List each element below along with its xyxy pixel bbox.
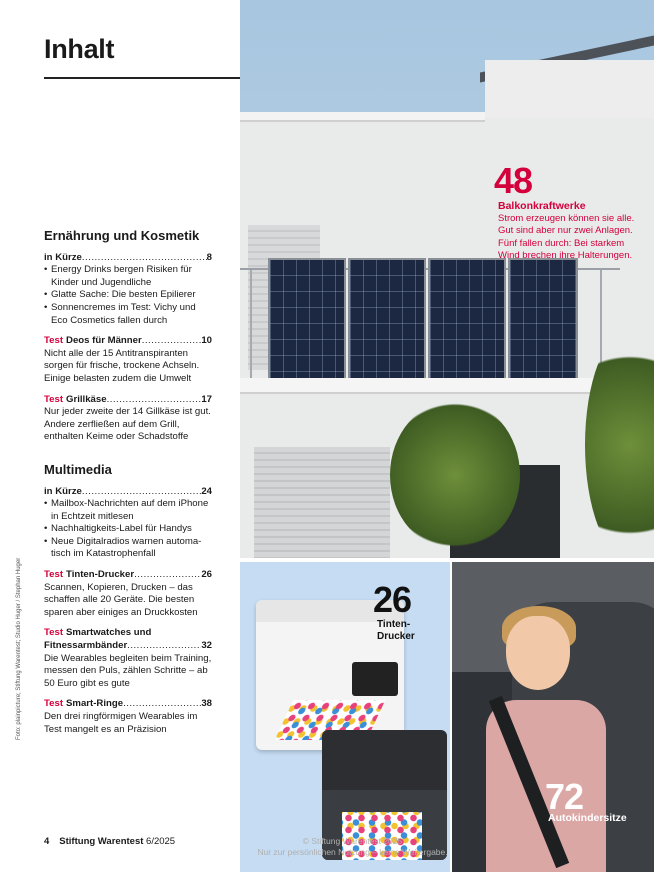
section-heading-nutrition: Ernährung und Kosmetik	[44, 228, 200, 243]
entry-title-line2: Fitnessarmbänder	[44, 640, 128, 652]
toc-entry-deos[interactable]	[44, 335, 212, 385]
window-shutter	[254, 447, 390, 558]
entry-page: 24	[201, 485, 212, 497]
bullet-item: • Neue Digitalradios warnen automa-tisch im Katastrophenfall	[44, 536, 212, 561]
entry-title: Grillkäse	[66, 393, 107, 405]
carseat-photo[interactable]	[452, 562, 654, 872]
printer-photo[interactable]	[240, 562, 450, 872]
entry-description: Nicht alle der 15 Antitranspiranten sorgen für frische, trockene Achseln. Einige belasten zudem die Umwelt	[44, 347, 200, 384]
entry-title: Tinten-Drucker	[66, 569, 135, 581]
toc-entry-kurz-nutrition[interactable]	[44, 252, 212, 328]
footer-issue: 6/2025	[146, 836, 176, 847]
watermark-line: © Stiftung Warentest 2025	[302, 836, 403, 846]
bullet-item: • Energy Drinks bergen Risiken für Kinder und Jugendliche	[44, 264, 212, 289]
entry-title: in Kürze	[44, 485, 82, 497]
entry-page: 17	[201, 393, 212, 405]
leader-dots	[123, 698, 201, 711]
solar-panel	[428, 258, 506, 383]
entry-description: Nur jeder zweite der 14 Gillkäse ist gut. Andere zerfließen auf dem Grill, enthalten Keime oder Schadstoffe	[44, 406, 211, 443]
leader-dots	[134, 569, 201, 582]
watermark-line: Nur zur persönlichen Nutzung – keine Weitergabe.	[257, 847, 448, 857]
feature-number-printer: 26	[373, 579, 412, 620]
feature-description-solar: Strom erzeugen können sie alle. Gut sind aber nur zwei Anlagen. Fünf fallen durch: Bei starkem Wind brechen ihre Halterungen.	[498, 213, 635, 261]
page-footer	[44, 836, 175, 847]
feature-label-carseat: Autokindersitze	[548, 812, 627, 824]
entry-title: in Kürze	[44, 251, 82, 263]
toc-entry-smart-ringe[interactable]	[44, 698, 212, 736]
entry-title: Smart-Ringe	[66, 698, 124, 710]
toc-entry-smartwatches[interactable]	[44, 627, 212, 690]
entry-page: 38	[201, 698, 212, 710]
section-heading-multimedia: Multimedia	[44, 461, 112, 477]
tree	[390, 400, 520, 550]
toc-entry-grillkaese[interactable]	[44, 394, 212, 444]
test-label: Test	[44, 335, 64, 347]
entry-title-line1: Smartwatches und	[66, 627, 152, 639]
toc-entry-tinten-drucker[interactable]	[44, 569, 212, 619]
bullet-item: • Glatte Sache: Die besten Epilierer	[44, 289, 212, 302]
test-label: Test	[44, 627, 64, 639]
solar-panel	[268, 258, 346, 383]
entry-page: 32	[201, 640, 212, 652]
balcony-solar-photo[interactable]	[240, 0, 654, 558]
page-number: 4	[44, 836, 50, 847]
entry-description: Scannen, Kopieren, Drucken – das schaffen alle 20 Geräte. Die besten sparen aber einiges an Druckkosten	[44, 581, 198, 618]
entry-title: Deos für Männer	[66, 335, 142, 347]
bullet-item: • Sonnencremes im Test: Vichy und Eco Cosmetics fallen durch	[44, 302, 212, 327]
child-face	[506, 616, 570, 690]
solar-panel	[508, 258, 578, 383]
test-label: Test	[44, 698, 64, 710]
entry-page: 26	[201, 569, 212, 581]
toc-entry-kurz-multimedia[interactable]	[44, 486, 212, 562]
copyright-watermark	[245, 836, 460, 858]
printer-screen	[352, 662, 398, 696]
leader-dots	[127, 640, 201, 653]
test-label: Test	[44, 569, 64, 581]
leader-dots	[82, 252, 207, 265]
test-label: Test	[44, 393, 64, 405]
feature-number-solar: 48	[494, 160, 533, 201]
leader-dots	[107, 394, 202, 407]
table-of-contents	[44, 230, 212, 744]
leader-dots	[142, 335, 202, 348]
entry-description: Den drei ringförmigen Wearables im Test mangelt es an Präzision	[44, 711, 198, 735]
entry-page: 10	[201, 335, 212, 347]
solar-panel	[348, 258, 426, 383]
feature-number-carseat: 72	[545, 776, 584, 817]
bullet-item: • Mailbox-Nachrichten auf dem iPhone in Echtzeit mitlesen	[44, 498, 212, 523]
bullet-item: • Nachhaltigkeits-Label für Handys	[44, 523, 212, 536]
feature-title-solar: Balkonkraftwerke	[498, 200, 586, 212]
photo-credit: Foto: plainpicture; Stiftung Warentest; Studio Huger / Stephan Huger	[16, 557, 22, 740]
page-title: Inhalt	[44, 34, 115, 64]
footer-brand: Stiftung Warentest	[59, 836, 144, 847]
roof-line	[240, 112, 485, 122]
entry-page: 8	[206, 251, 212, 263]
entry-description: Die Wearables begleiten beim Training, messen den Puls, zählen Schritte – ab 50 Euro gibt es gute	[44, 652, 212, 689]
leader-dots	[82, 486, 201, 499]
feature-label-printer: Tinten-Drucker	[377, 619, 415, 642]
